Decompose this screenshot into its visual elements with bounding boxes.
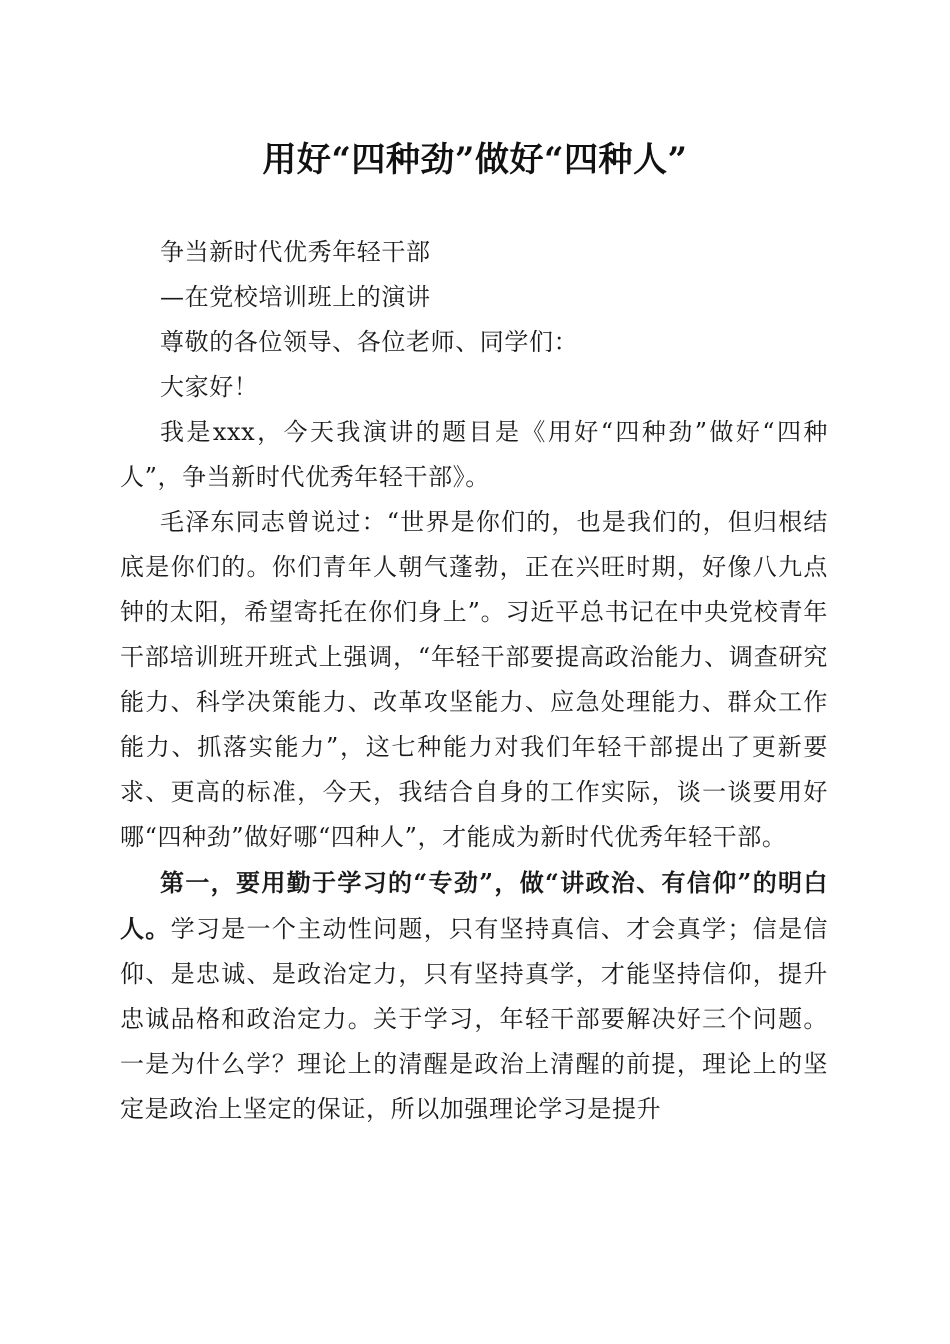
document-body <box>120 230 828 1132</box>
document-title: 用好“四种劲”做好“四种人” <box>262 140 688 180</box>
intro-paragraph: 我是xxx，今天我演讲的题目是《用好“四种劲”做好“四种人”，争当新时代优秀年轻干部》。 <box>120 418 828 491</box>
section-1-paragraph <box>120 860 828 1132</box>
salutation-line: 尊敬的各位领导、各位老师、同学们： <box>160 328 579 356</box>
quote-paragraph: 毛泽东同志曾说过：“世界是你们的，也是我们的，但归根结底是你们的。你们青年人朝气蓬勃，正在兴旺时期，好像八九点钟的太阳，希望寄托在你们身上”。习近平总书记在中央党校青年干部培训班开班式上强调，“年轻干部要提高政治能力、调查研究能力、科学决策能力、改革攻坚能力、应急处理能力、群众工作能力、抓落实能力”，这七种能力对我们年轻干部提出了更新要求、更高的标准，今天，我结合自身的工作实际，谈一谈要用好哪“四种劲”做好哪“四种人”，才能成为新时代优秀年轻干部。 <box>120 508 828 851</box>
occasion-line: —在党校培训班上的演讲 <box>160 283 431 311</box>
section-1-heading: 第一，要用勤于学习的“专劲”，做“讲政治、有信仰”的明白人。 <box>120 868 828 943</box>
section-1-body: 学习是一个主动性问题，只有坚持真信、才会真学；信是信仰、是忠诚、是政治定力，只有坚持真学，才能坚持信仰，提升忠诚品格和政治定力。关于学习，年轻干部要解决好三个问题。一是为什么学？理论上的清醒是政治上清醒的前提，理论上的坚定是政治上坚定的保证，所以加强理论学习是提升 <box>120 915 828 1123</box>
subtitle-line: 争当新时代优秀年轻干部 <box>160 238 431 266</box>
greeting-line: 大家好！ <box>160 373 259 401</box>
